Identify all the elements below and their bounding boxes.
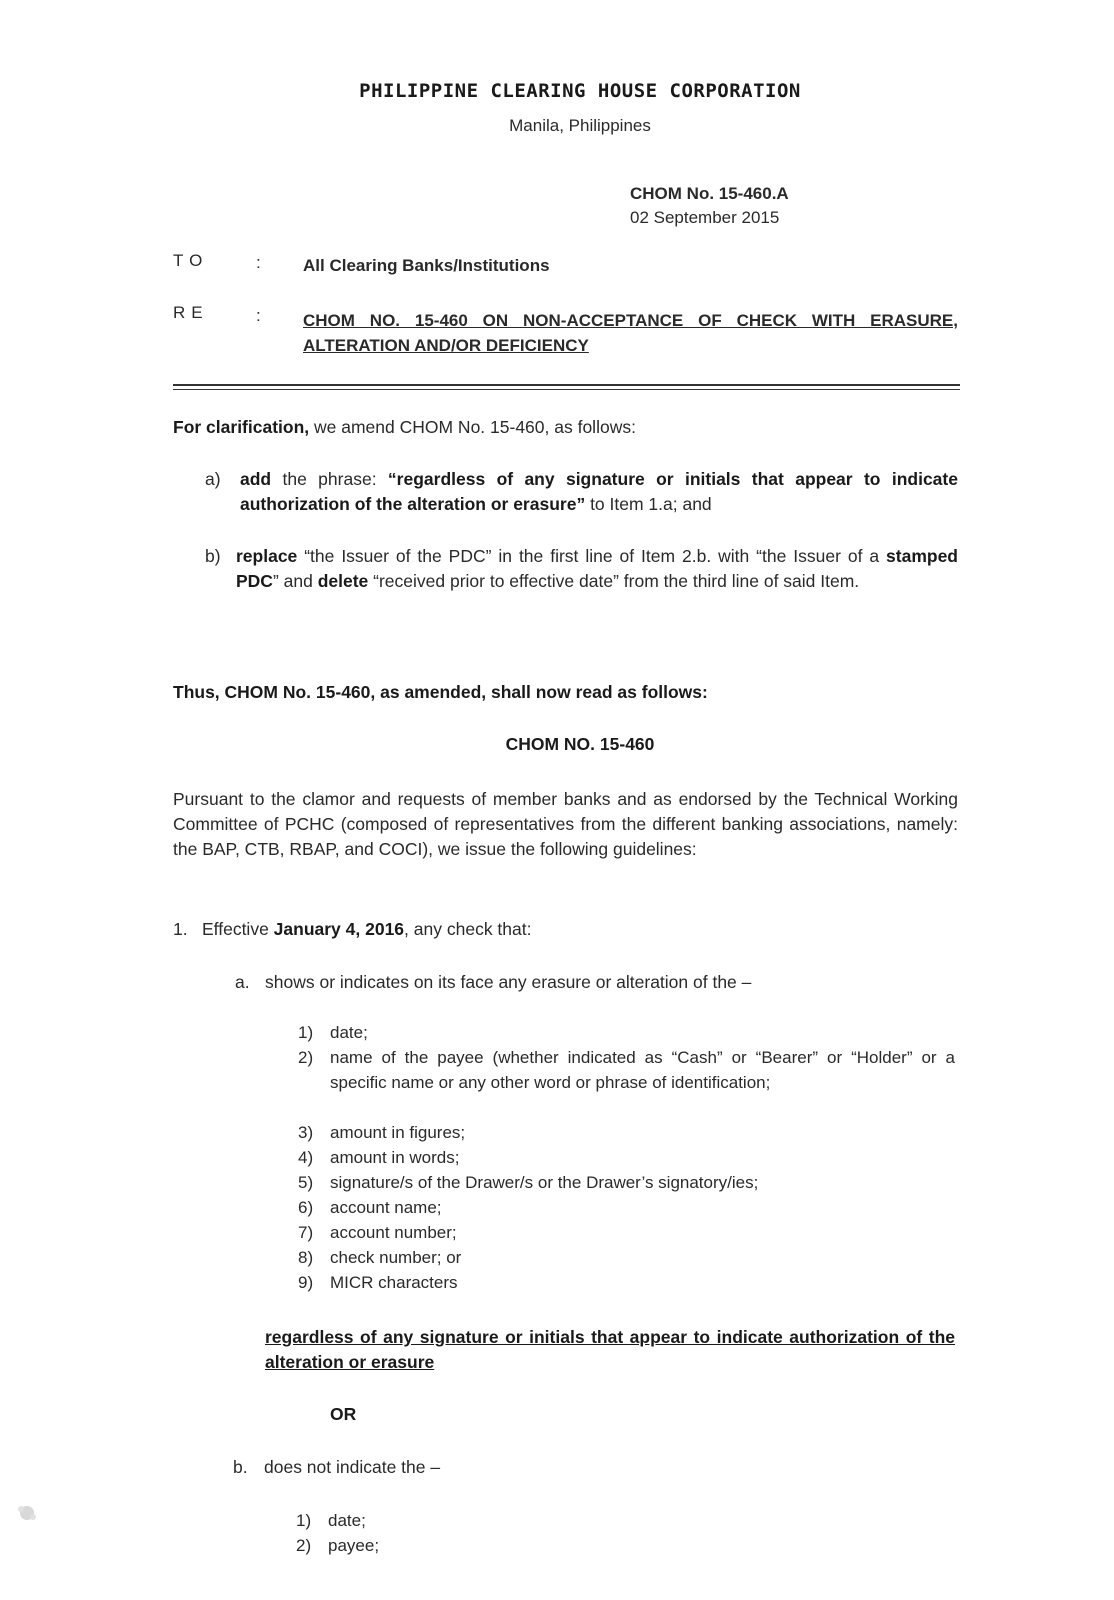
header-divider-thin <box>173 389 960 390</box>
list-item: amount in words; <box>330 1148 460 1167</box>
regardless-clause: regardless of any signature or initials that appear to indicate authorization of the alteration or erasure <box>265 1327 955 1372</box>
item-1-text <box>202 917 902 942</box>
list-item-number: 1) <box>298 1023 314 1042</box>
item-b-part2: ” and <box>272 571 318 591</box>
list-item-number: 3) <box>298 1123 314 1142</box>
item-b-tail: “received prior to effective date” from the third line of said Item. <box>368 571 860 591</box>
list-item: check number; or <box>330 1248 462 1267</box>
list-item-number: 5) <box>298 1173 314 1192</box>
list-item: account name; <box>330 1198 442 1217</box>
clarification-lead-text: we amend CHOM No. 15-460, as follows: <box>309 417 636 437</box>
pursuant-paragraph: Pursuant to the clamor and requests of member banks and as endorsed by the Technical Working Committee of PCHC (composed of representatives from the different banking associations, namely: the BAP, CTB, RBAP, and COCI), we issue the following guidelines: <box>173 789 958 859</box>
item-b-verb: replace <box>236 546 298 566</box>
list-item: payee; <box>328 1536 380 1555</box>
list-item-number: 2) <box>298 1048 314 1067</box>
scan-speck-icon <box>12 1500 42 1526</box>
item-b-part: “the Issuer of the PDC” in the first line of Item 2.b. with “the Issuer of a <box>297 546 887 566</box>
list-item-number: 4) <box>298 1148 314 1167</box>
list-item: amount in figures; <box>330 1123 466 1142</box>
list-item-number: 2) <box>296 1536 312 1555</box>
section-title-wrap <box>0 732 1114 757</box>
amended-intro: Thus, CHOM No. 15-460, as amended, shall now read as follows: <box>173 682 708 702</box>
item-b-stamped: stamped PDC <box>236 546 958 591</box>
or-label: OR <box>330 1404 357 1424</box>
organization-location: Manila, Philippines <box>509 116 651 135</box>
clarification-lead <box>173 415 953 440</box>
list-item: signature/s of the Drawer/s or the Drawer’s signatory/ies; <box>330 1173 759 1192</box>
sub-a-text: shows or indicates on its face any erasure or alteration of the – <box>265 972 752 992</box>
item-a-verb: add <box>240 469 272 489</box>
sub-a-marker: a. <box>235 972 250 992</box>
sub-b-text: does not indicate the – <box>264 1457 441 1477</box>
re-value: CHOM NO. 15-460 ON NON-ACCEPTANCE OF CHECK WITH ERASURE, ALTERATION AND/OR DEFICIENCY <box>303 311 958 355</box>
list-item: date; <box>330 1023 368 1042</box>
organization-name: PHILIPPINE CLEARING HOUSE CORPORATION <box>359 80 801 102</box>
item-1-date: January 4, 2016 <box>273 919 405 939</box>
list-item: account number; <box>330 1223 457 1242</box>
item-a-marker: a) <box>205 469 221 489</box>
list-item-number: 6) <box>298 1198 314 1217</box>
to-label: TO <box>173 251 209 270</box>
memo-date: 02 September 2015 <box>630 208 780 227</box>
item-a-part: the phrase: <box>271 469 388 489</box>
sub-b-marker: b. <box>233 1457 248 1477</box>
list-item-number: 8) <box>298 1248 314 1267</box>
list-item-number: 1) <box>296 1511 312 1530</box>
to-value: All Clearing Banks/Institutions <box>303 256 550 275</box>
item-b-delete: delete <box>317 571 369 591</box>
section-title: CHOM NO. 15-460 <box>505 734 655 754</box>
re-colon: : <box>256 306 261 325</box>
item-1-pre: Effective <box>202 919 274 939</box>
list-item: MICR characters <box>330 1273 458 1292</box>
item-a-tail: to Item 1.a; and <box>585 494 712 514</box>
to-colon: : <box>256 253 261 272</box>
memo-number: CHOM No. 15-460.A <box>630 184 789 203</box>
list-item-number: 9) <box>298 1273 314 1292</box>
header-divider <box>173 384 960 386</box>
list-item-number: 7) <box>298 1223 314 1242</box>
item-a-text <box>240 467 958 517</box>
list-item: name of the payee (whether indicated as “Cash” or “Bearer” or “Holder” or a specific name or any other word or phrase of identification; <box>330 1048 955 1092</box>
list-item: date; <box>328 1511 366 1530</box>
item-1-marker: 1. <box>173 919 188 939</box>
item-a-phrase: “regardless of any signature or initials that appear to indicate authorization of the alteration or erasure” <box>240 469 958 514</box>
amended-intro-wrap <box>173 680 963 705</box>
clarification-lead-bold: For clarification, <box>173 417 310 437</box>
item-b-text <box>236 544 958 594</box>
re-label: RE <box>173 303 209 322</box>
item-1-post: , any check that: <box>404 919 532 939</box>
item-b-marker: b) <box>205 546 221 566</box>
